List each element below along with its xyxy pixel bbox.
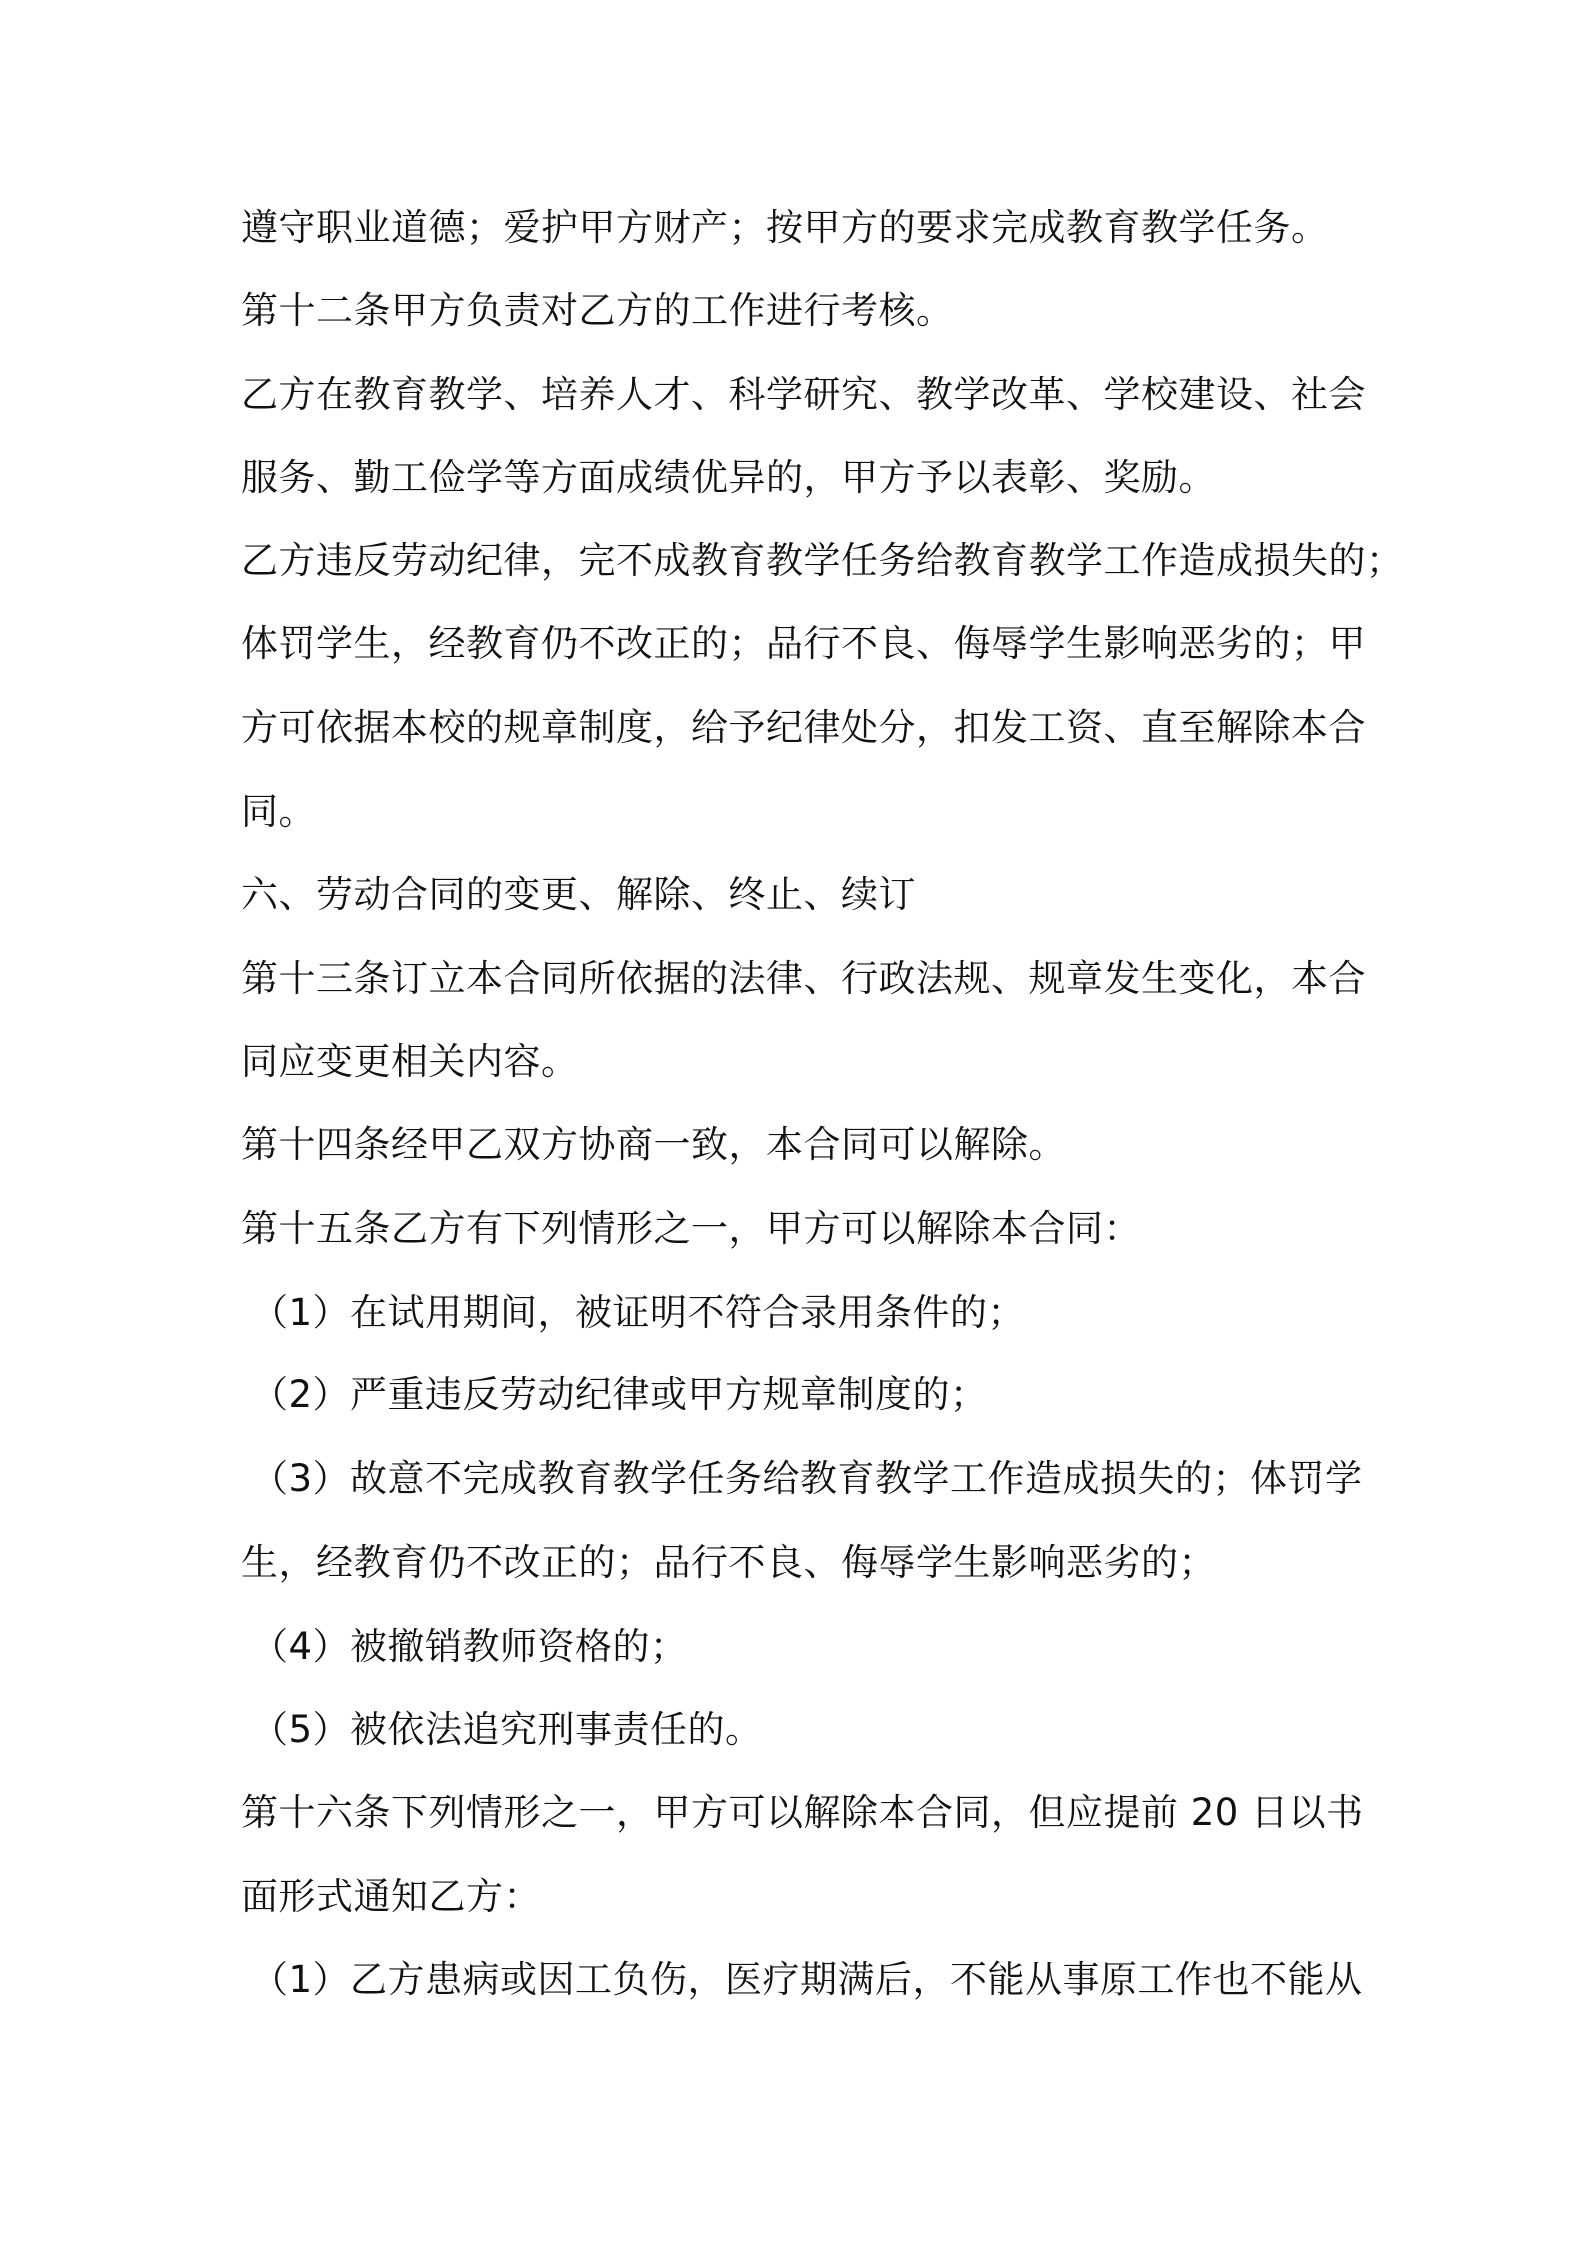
list-item: （1）乙方患病或因工负伤，医疗期满后，不能从事原工作也不能从 (251, 1958, 1363, 2001)
text-line: 服务、勤工俭学等方面成绩优异的，甲方予以表彰、奖励。 (241, 456, 1216, 499)
text-line: 第十三条订立本合同所依据的法律、行政法规、规章发生变化，本合 (241, 957, 1366, 1000)
text-line: 体罚学生，经教育仍不改正的；品行不良、侮辱学生影响恶劣的；甲 (241, 622, 1366, 665)
text-line: 第十六条下列情形之一，甲方可以解除本合同，但应提前 20 日以书 (241, 1791, 1364, 1834)
section-heading: 六、劳动合同的变更、解除、终止、续订 (241, 873, 916, 916)
list-item: （3）故意不完成教育教学任务给教育教学工作造成损失的；体罚学 (251, 1457, 1363, 1500)
list-item: （1）在试用期间，被证明不符合录用条件的； (251, 1291, 1026, 1334)
text-line: 第十五条乙方有下列情形之一，甲方可以解除本合同： (241, 1207, 1141, 1250)
text-line: 同应变更相关内容。 (241, 1040, 579, 1083)
text-line: 第十二条甲方负责对乙方的工作进行考核。 (241, 289, 954, 332)
text-line: 方可依据本校的规章制度，给予纪律处分，扣发工资、直至解除本合 (241, 706, 1366, 749)
text-line: 遵守职业道德；爱护甲方财产；按甲方的要求完成教育教学任务。 (241, 206, 1329, 249)
text-line: 乙方在教育教学、培养人才、科学研究、教学改革、学校建设、社会 (241, 373, 1366, 416)
list-item: （4）被撤销教师资格的； (251, 1625, 688, 1668)
text-line: 生，经教育仍不改正的；品行不良、侮辱学生影响恶劣的； (241, 1541, 1216, 1584)
text-line: 第十四条经甲乙双方协商一致，本合同可以解除。 (241, 1123, 1066, 1166)
text-line: 同。 (241, 790, 316, 833)
list-item: （5）被依法追究刑事责任的。 (251, 1708, 763, 1751)
list-item: （2）严重违反劳动纪律或甲方规章制度的； (251, 1373, 988, 1416)
text-line: 面形式通知乙方： (241, 1875, 541, 1918)
text-line: 乙方违反劳动纪律，完不成教育教学任务给教育教学工作造成损失的； (241, 539, 1404, 582)
